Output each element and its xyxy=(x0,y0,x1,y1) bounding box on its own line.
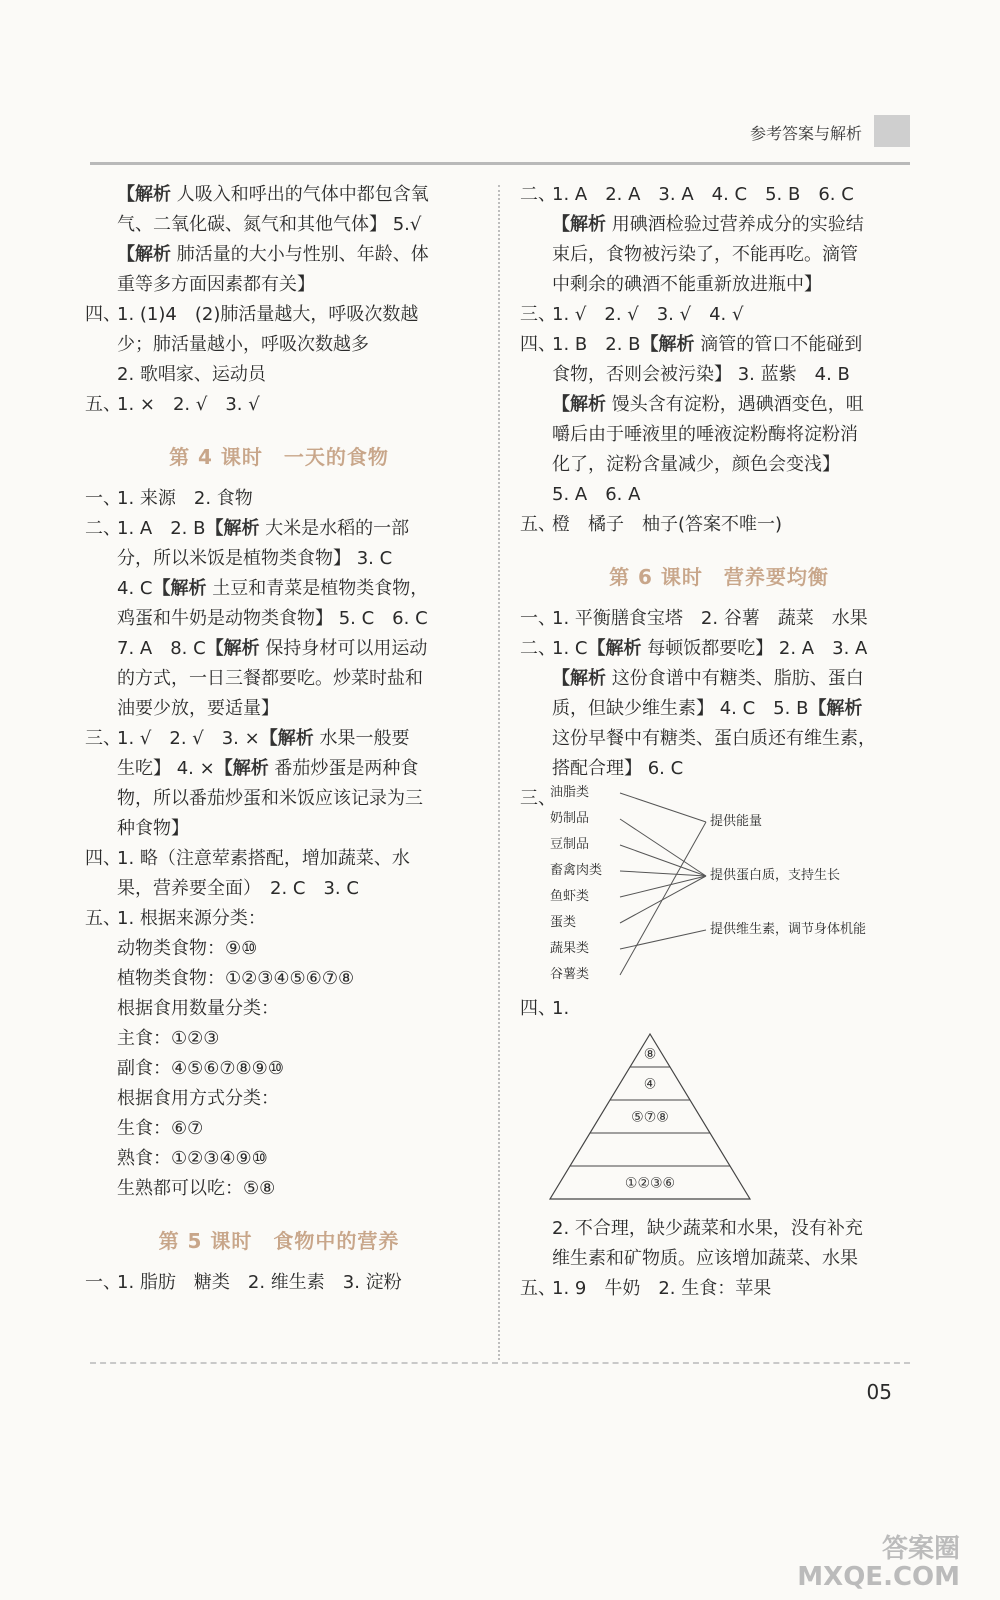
watermark-url: MXQE.COM xyxy=(797,1562,960,1592)
answer-text: 少；肺活量越小，呼吸次数越多 xyxy=(117,334,369,355)
answer-text: 搭配合理】 6. C xyxy=(552,758,684,779)
answer-line xyxy=(520,604,918,634)
section-number: 二、 xyxy=(85,518,121,539)
analysis-tag: 【解析 xyxy=(214,758,269,779)
section-number: 五、 xyxy=(520,1278,556,1299)
section-number: 一、 xyxy=(85,1272,121,1293)
answer-line xyxy=(520,390,918,420)
answer-text: 馒头含有淀粉，遇碘酒变色，咀 xyxy=(606,394,864,415)
answer-text: 1. (1)4 (2)肺活量越大，呼吸次数越 xyxy=(117,304,419,325)
answer-text: 生吃】 4. × xyxy=(117,758,215,779)
lesson-heading: 第 5 课时 食物中的营养 xyxy=(158,1229,400,1253)
answer-text: 肺活量的大小与性别、年龄、体 xyxy=(171,244,429,265)
answer-text: 根据食用方式分类： xyxy=(117,1088,279,1109)
answer-line xyxy=(85,1084,473,1114)
food-category-item: 豆制品 xyxy=(550,837,590,852)
answer-text: 2. 歌唱家、运动员 xyxy=(117,364,266,385)
answer-text: 橙 橘子 柚子(答案不唯一) xyxy=(552,514,783,535)
matching-link-line xyxy=(620,930,706,949)
watermark-text: 答案圈 xyxy=(881,1534,960,1564)
food-category-item: 蔬果类 xyxy=(550,941,590,956)
right-column-top-answers xyxy=(520,180,918,784)
answer-text: 土豆和青菜是植物类食物， xyxy=(206,578,429,599)
answer-line xyxy=(85,544,473,574)
answer-line xyxy=(520,210,918,240)
answer-text: 1. 来源 2. 食物 xyxy=(117,488,253,509)
section-number: 三、 xyxy=(85,728,121,749)
answer-text: 大米是水稻的一部 xyxy=(259,518,410,539)
answer-line xyxy=(85,1054,473,1084)
food-category-item: 谷薯类 xyxy=(550,967,590,982)
matching-link-line xyxy=(620,822,706,975)
header-title: 参考答案与解析 xyxy=(749,124,862,143)
footer-rule xyxy=(90,1362,910,1364)
answer-text: 1. √ 2. √ 3. √ 4. √ xyxy=(552,304,744,325)
answer-text: 鸡蛋和牛奶是动物类食物】 5. C 6. C xyxy=(117,608,428,629)
answer-text: 油要少放，要适量】 xyxy=(117,698,279,719)
answer-line xyxy=(85,964,473,994)
answer-line xyxy=(520,360,918,390)
section-number: 二、 xyxy=(520,638,556,659)
nutrition-function-item: 提供维生素，调节身体机能 xyxy=(710,922,867,937)
answer-line xyxy=(520,300,918,330)
answer-text: 7. A 8. C xyxy=(117,638,206,659)
answer-text: 植物类食物：①②③④⑤⑥⑦⑧ xyxy=(117,968,355,989)
answer-line xyxy=(85,484,473,514)
answer-text: 物，所以番茄炒蛋和米饭应该记录为三 xyxy=(117,788,423,809)
answer-line xyxy=(85,330,473,360)
section-number: 一、 xyxy=(520,608,556,629)
matching-link-line xyxy=(620,793,706,822)
answer-line xyxy=(85,300,473,330)
analysis-tag: 【解析 xyxy=(640,334,695,355)
answer-text: 嚼后由于唾液里的唾液淀粉酶将淀粉消 xyxy=(552,424,858,445)
answer-line xyxy=(85,360,473,390)
answer-line xyxy=(520,180,918,210)
answer-line xyxy=(85,1114,473,1144)
answer-line xyxy=(85,1144,473,1174)
answer-line xyxy=(85,784,473,814)
answer-line xyxy=(85,1024,473,1054)
answer-line xyxy=(85,904,473,934)
answer-text: 1. 略（注意荤素搭配，增加蔬菜、水 xyxy=(117,848,410,869)
answer-text: 1. 平衡膳食宝塔 2. 谷薯 蔬菜 水果 xyxy=(552,608,868,629)
answer-text: 这份食谱中有糖类、脂肪、蛋白 xyxy=(606,668,864,689)
right-column-bottom-answers xyxy=(520,1214,918,1304)
answer-text: 动物类食物：⑨⑩ xyxy=(117,938,258,959)
answer-line xyxy=(85,270,473,300)
answer-line xyxy=(520,724,918,754)
answer-text: 中剩余的碘酒不能重新放进瓶中】 xyxy=(552,274,822,295)
section-number: 一、 xyxy=(85,488,121,509)
answer-text: 1. × 2. √ 3. √ xyxy=(117,394,260,415)
answer-text: 熟食：①②③④⑨⑩ xyxy=(117,1148,268,1169)
answer-text: 果，营养要全面） 2. C 3. C xyxy=(117,878,359,899)
answer-text: 根据食用数量分类： xyxy=(117,998,279,1019)
food-category-item: 奶制品 xyxy=(550,811,590,826)
answer-text: 分，所以米饭是植物类食物】 3. C xyxy=(117,548,393,569)
lesson-heading: 第 4 课时 一天的食物 xyxy=(169,445,389,469)
answer-text: 主食：①②③ xyxy=(117,1028,220,1049)
answer-text: 食物，否则会被污染】 3. 蓝紫 4. B xyxy=(552,364,850,385)
section-number: 五、 xyxy=(520,514,556,535)
answer-text: 人吸入和呼出的气体中都包含氧 xyxy=(171,184,429,205)
answer-text: 化了，淀粉含量减少，颜色会变浅】 xyxy=(552,454,840,475)
left-column xyxy=(85,180,473,1298)
answer-line xyxy=(520,240,918,270)
answer-text: 种食物】 xyxy=(117,818,189,839)
answer-text: 生食：⑥⑦ xyxy=(117,1118,204,1139)
answer-line xyxy=(520,420,918,450)
section-number: 四、 xyxy=(85,304,121,325)
food-category-item: 油脂类 xyxy=(550,785,590,800)
answer-text: 4. C xyxy=(117,578,153,599)
answer-text: 滴管的管口不能碰到 xyxy=(694,334,863,355)
answer-text: 1. √ 2. √ 3. × xyxy=(117,728,260,749)
answer-text: 1. 脂肪 糖类 2. 维生素 3. 淀粉 xyxy=(117,1272,402,1293)
pyramid-layer-label: ①②③⑥ xyxy=(624,1175,676,1192)
header-tab-marker xyxy=(874,115,910,147)
analysis-tag: 【解析 xyxy=(152,578,207,599)
pyramid-section-number: 四、 xyxy=(520,998,556,1019)
nutrition-function-item: 提供能量 xyxy=(710,814,763,829)
pyramid-question xyxy=(520,994,918,1214)
right-column xyxy=(520,180,918,1304)
answer-line xyxy=(520,754,918,784)
analysis-tag: 【解析 xyxy=(587,638,642,659)
lesson-heading: 第 6 课时 营养要均衡 xyxy=(609,565,829,589)
header-rule xyxy=(90,162,910,165)
answer-text: 副食：④⑤⑥⑦⑧⑨⑩ xyxy=(117,1058,284,1079)
answer-line xyxy=(520,1274,918,1304)
answer-text: 气、二氧化碳、氮气和其他气体】 5.√ xyxy=(117,214,422,235)
answer-text: 保持身材可以用运动 xyxy=(259,638,428,659)
watermark-logo xyxy=(797,1535,960,1591)
food-category-item: 鱼虾类 xyxy=(550,889,590,904)
answer-line xyxy=(520,510,918,540)
answer-line xyxy=(85,240,473,270)
answer-text: 2. 不合理，缺少蔬菜和水果，没有补充 xyxy=(552,1218,863,1239)
answer-line xyxy=(85,1174,473,1204)
pyramid-shape xyxy=(520,1024,918,1214)
pyramid-layer-label: ④ xyxy=(643,1076,657,1093)
answer-line xyxy=(85,844,473,874)
answer-text: 1. A 2. A 3. A 4. C 5. B 6. C xyxy=(552,184,854,205)
answer-text: 用碘酒检验过营养成分的实验结 xyxy=(606,214,864,235)
answer-text: 这份早餐中有糖类、蛋白质还有维生素， xyxy=(552,728,876,749)
answer-text: 1. 9 牛奶 2. 生食：苹果 xyxy=(552,1278,772,1299)
section-number: 四、 xyxy=(520,334,556,355)
answer-text: 1. 根据来源分类： xyxy=(117,908,266,929)
analysis-tag: 【解析 xyxy=(205,638,260,659)
answer-line xyxy=(520,480,918,510)
answer-line xyxy=(85,694,473,724)
food-pyramid-diagram xyxy=(520,1024,918,1214)
analysis-tag: 【解析 xyxy=(117,184,171,205)
section-number: 三、 xyxy=(520,304,556,325)
nutrition-function-item: 提供蛋白质，支持生长 xyxy=(710,868,841,883)
page-header xyxy=(90,95,910,165)
answer-text: 1. C xyxy=(552,638,588,659)
section-number: 四、 xyxy=(85,848,121,869)
answer-line xyxy=(520,694,918,724)
answer-text: 的方式，一日三餐都要吃。炒菜时盐和 xyxy=(117,668,423,689)
answer-line xyxy=(520,270,918,300)
section-number: 五、 xyxy=(85,394,121,415)
analysis-tag: 【解析 xyxy=(117,244,171,265)
matching-diagram xyxy=(520,784,918,994)
pyramid-question-label: 1. xyxy=(552,998,570,1019)
matching-link-line xyxy=(620,819,706,876)
answer-line xyxy=(85,634,473,664)
answer-line xyxy=(520,664,918,694)
matching-question xyxy=(520,784,918,994)
analysis-tag: 【解析 xyxy=(205,518,260,539)
section-number: 五、 xyxy=(85,908,121,929)
analysis-tag: 【解析 xyxy=(808,698,863,719)
answer-text: 1. A 2. B xyxy=(117,518,206,539)
answer-line xyxy=(520,330,918,360)
analysis-tag: 【解析 xyxy=(552,394,606,415)
answer-line xyxy=(85,180,473,210)
answer-line xyxy=(85,664,473,694)
answer-text: 每顿饭都要吃】 2. A 3. A xyxy=(641,638,868,659)
answer-line xyxy=(520,450,918,480)
answer-line xyxy=(520,1214,918,1244)
answer-line xyxy=(85,574,473,604)
answer-text: 5. A 6. A xyxy=(552,484,641,505)
answer-text: 番茄炒蛋是两种食 xyxy=(268,758,419,779)
food-category-item: 蛋类 xyxy=(550,915,577,930)
analysis-tag: 【解析 xyxy=(552,668,606,689)
answer-text: 束后，食物被污染了，不能再吃。滴管 xyxy=(552,244,858,265)
answer-line xyxy=(85,724,473,754)
answer-line xyxy=(85,390,473,420)
analysis-tag: 【解析 xyxy=(259,728,314,749)
matching-link-line xyxy=(620,876,706,897)
pyramid-layer-label: ⑤⑦⑧ xyxy=(631,1109,669,1126)
answer-line xyxy=(85,874,473,904)
page-number: 05 xyxy=(866,1380,892,1404)
answer-line xyxy=(520,1244,918,1274)
answer-text: 生熟都可以吃：⑤⑧ xyxy=(117,1178,276,1199)
answer-line xyxy=(85,934,473,964)
section-number: 二、 xyxy=(520,184,556,205)
answer-line xyxy=(85,604,473,634)
answer-line xyxy=(85,210,473,240)
pyramid-layer-label: ⑧ xyxy=(643,1046,657,1063)
answer-text: 质，但缺少维生素】 4. C 5. B xyxy=(552,698,809,719)
answer-line xyxy=(85,994,473,1024)
answer-line xyxy=(520,634,918,664)
analysis-tag: 【解析 xyxy=(552,214,606,235)
answer-line xyxy=(85,814,473,844)
food-category-item: 畜禽肉类 xyxy=(550,863,603,878)
answer-line xyxy=(85,754,473,784)
answer-line xyxy=(85,514,473,544)
matching-link-line xyxy=(620,876,706,923)
answer-text: 水果一般要 xyxy=(313,728,410,749)
answer-text: 重等多方面因素都有关】 xyxy=(117,274,315,295)
answer-text: 维生素和矿物质。应该增加蔬菜、水果 xyxy=(552,1248,858,1269)
matching-section-number: 三、 xyxy=(520,788,556,809)
column-divider xyxy=(498,185,500,1360)
answer-line xyxy=(85,1268,473,1298)
answer-text: 1. B 2. B xyxy=(552,334,641,355)
